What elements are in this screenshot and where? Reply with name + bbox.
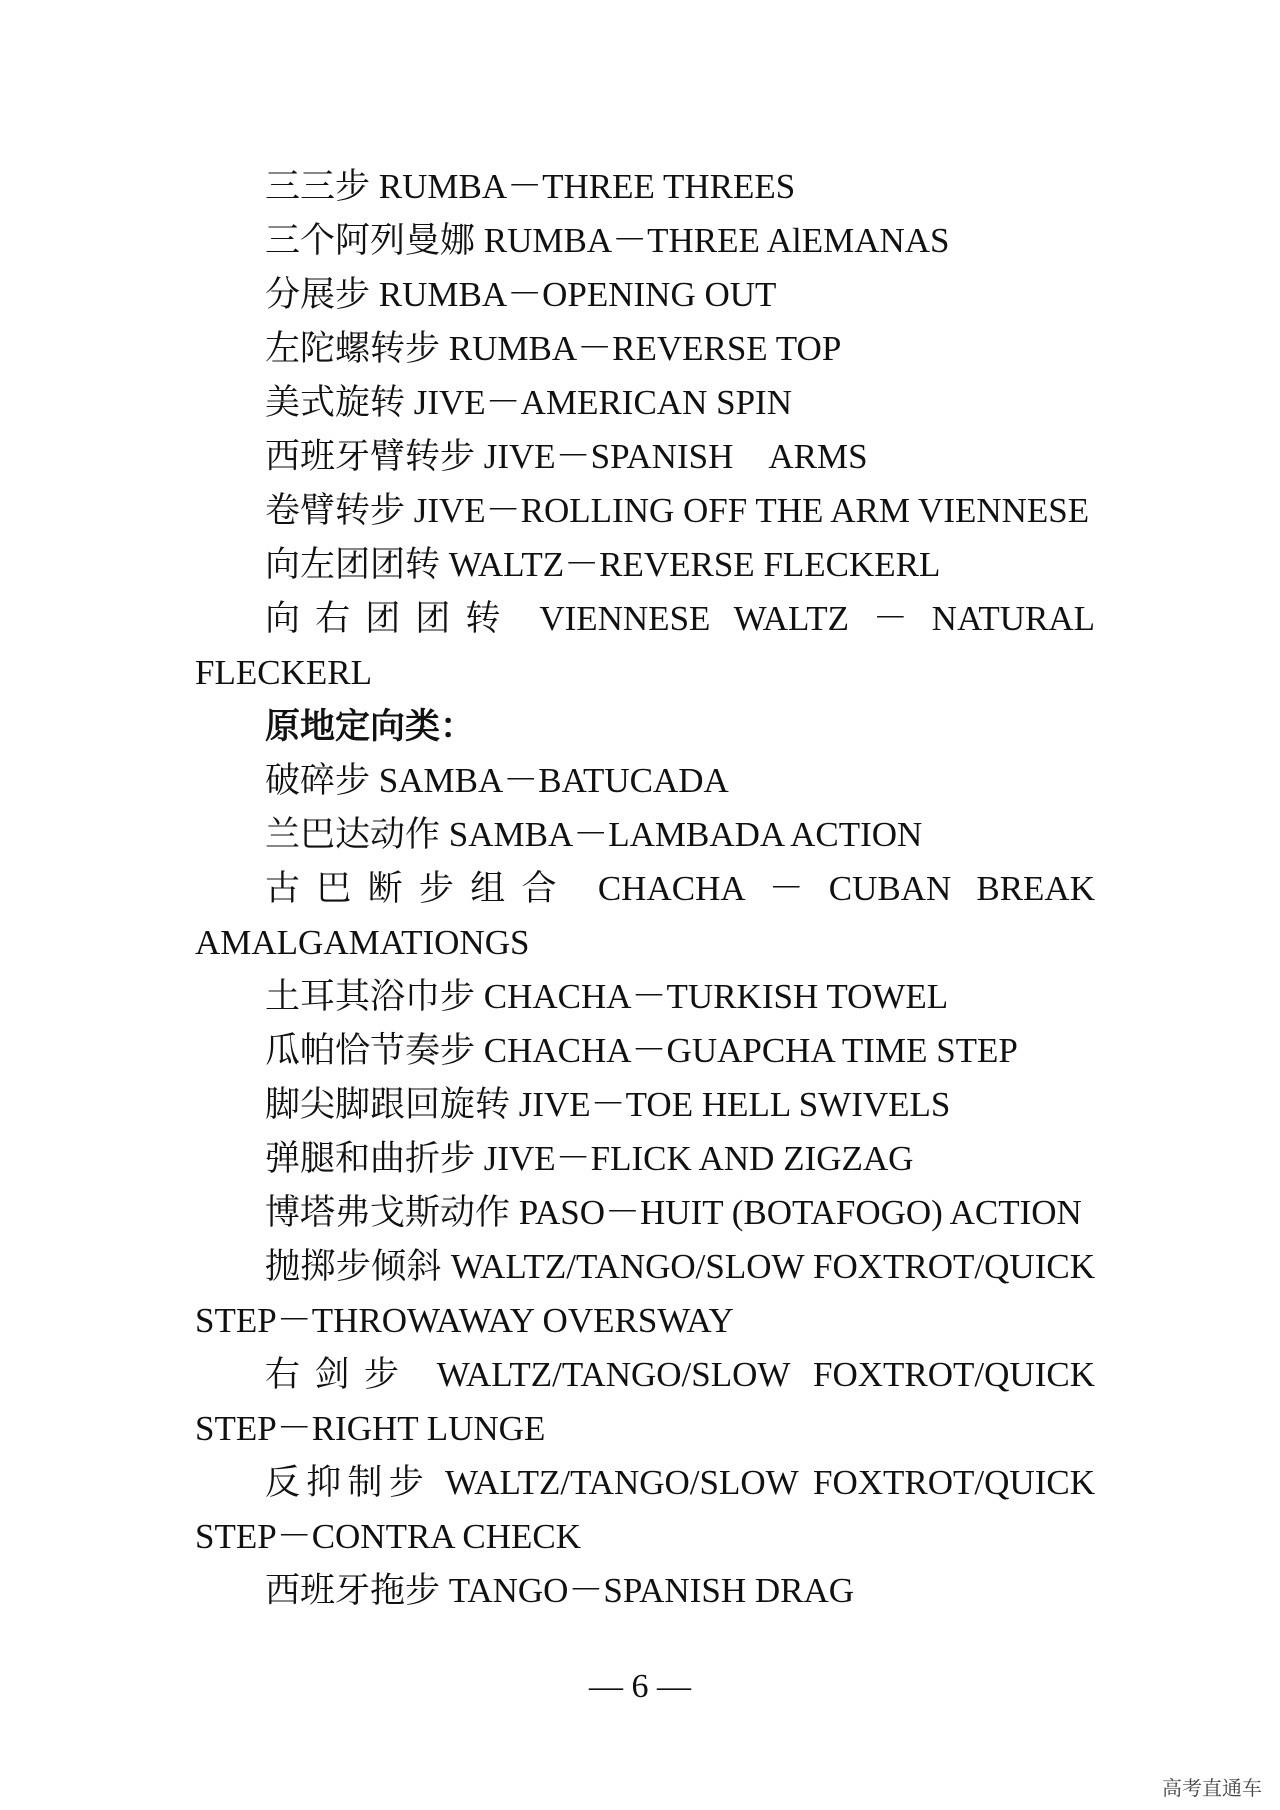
dance-step-continuation: STEP－THROWAWAY OVERSWAY (195, 1301, 734, 1340)
dance-step-line: 卷臂转步 JIVE－ROLLING OFF THE ARM VIENNESE (265, 491, 1090, 530)
dance-step-line: 向右团团转 VIENNESE WALTZ － NATURAL (265, 599, 1095, 638)
dance-step-line: 西班牙臂转步 JIVE－SPANISH ARMS (265, 437, 868, 476)
dance-step-line: 脚尖脚跟回旋转 JIVE－TOE HELL SWIVELS (265, 1085, 951, 1124)
dance-step-line: 右剑步 WALTZ/TANGO/SLOW FOXTROT/QUICK (265, 1355, 1095, 1394)
dance-step-line: 左陀螺转步 RUMBA－REVERSE TOP (265, 329, 842, 368)
dance-step-line: 反抑制步 WALTZ/TANGO/SLOW FOXTROT/QUICK (265, 1463, 1095, 1502)
dance-step-line: 瓜帕恰节奏步 CHACHA－GUAPCHA TIME STEP (265, 1031, 1018, 1070)
dance-step-line: 土耳其浴巾步 CHACHA－TURKISH TOWEL (265, 977, 949, 1016)
dance-step-line: 博塔弗戈斯动作 PASO－HUIT (BOTAFOGO) ACTION (265, 1193, 1082, 1232)
dance-step-line: 美式旋转 JIVE－AMERICAN SPIN (265, 383, 792, 422)
page-number: — 6 — (589, 1668, 691, 1705)
dance-step-line: 西班牙拖步 TANGO－SPANISH DRAG (265, 1571, 855, 1610)
dance-step-line: 向左团团转 WALTZ－REVERSE FLECKERL (265, 545, 941, 584)
dance-step-line: 弹腿和曲折步 JIVE－FLICK AND ZIGZAG (265, 1139, 914, 1178)
dance-step-continuation: STEP－RIGHT LUNGE (195, 1409, 546, 1448)
dance-step-continuation: FLECKERL (195, 653, 372, 692)
dance-step-line: 分展步 RUMBA－OPENING OUT (265, 275, 777, 314)
dance-step-line: 破碎步 SAMBA－BATUCADA (265, 761, 729, 800)
watermark-text: 高考直通车 (1162, 1776, 1262, 1800)
dance-step-line: 三三步 RUMBA－THREE THREES (265, 167, 796, 206)
section-heading: 原地定向类： (265, 707, 476, 746)
document-body (195, 160, 1095, 1618)
dance-step-line: 抛掷步倾斜 WALTZ/TANGO/SLOW FOXTROT/QUICK (265, 1247, 1095, 1286)
dance-step-line: 兰巴达动作 SAMBA－LAMBADA ACTION (265, 815, 923, 854)
dance-step-continuation: STEP－CONTRA CHECK (195, 1517, 582, 1556)
dance-step-line: 三个阿列曼娜 RUMBA－THREE AlEMANAS (265, 221, 950, 260)
dance-step-line: 古巴断步组合 CHACHA － CUBAN BREAK (265, 869, 1095, 908)
dance-step-continuation: AMALGAMATIONGS (195, 923, 530, 962)
